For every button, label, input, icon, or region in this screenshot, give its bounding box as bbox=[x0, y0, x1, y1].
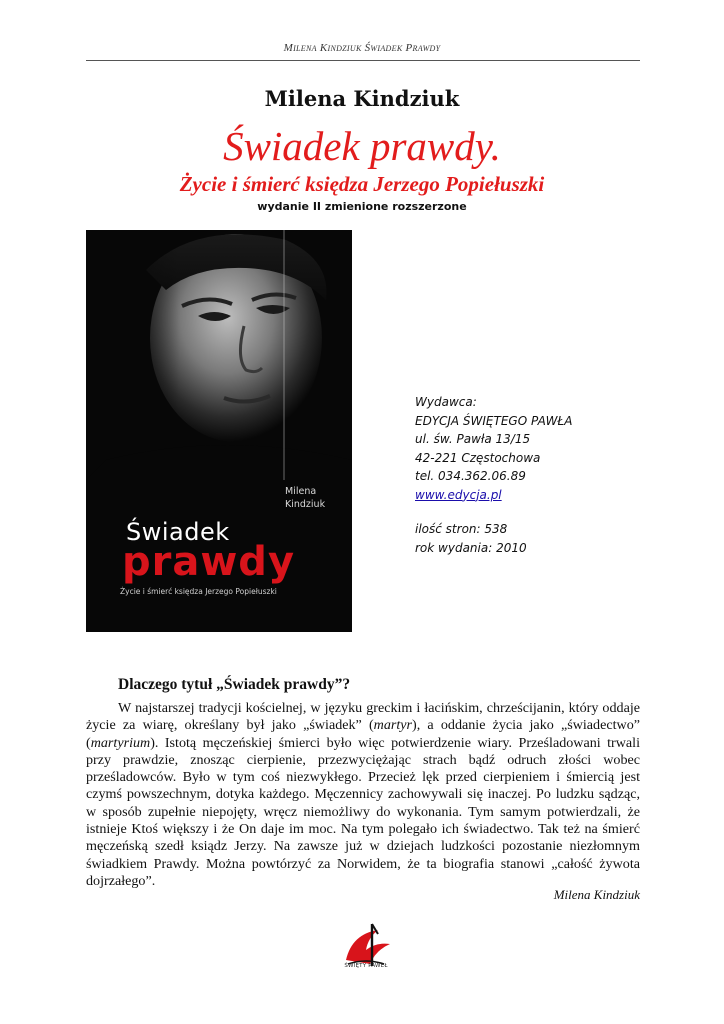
logo-text: ŚWIĘTY PAWEŁ bbox=[344, 963, 388, 969]
book-author: Milena Kindziuk bbox=[264, 86, 460, 111]
section-heading: Dlaczego tytuł „Świadek prawdy”? bbox=[118, 676, 351, 693]
cover-author bbox=[285, 485, 345, 511]
edition-note: wydanie II zmienione rozszerzone bbox=[257, 200, 467, 213]
article-signature: Milena Kindziuk bbox=[553, 887, 640, 902]
publisher-phone: tel. 034.362.06.89 bbox=[415, 469, 526, 483]
article-body bbox=[86, 700, 640, 890]
publisher-website-link[interactable]: www.edycja.pl bbox=[415, 487, 502, 502]
article-paragraph: W najstarszej tradycji kościelnej, w języku greckim i łacińskim, chrześcijanin, który oddaje życie za wiarę, określany był jako „świadek” (martyr), a oddanie życia jako „świadectwo” (martyrium). Istotą męczeńskiej śmierci było więc potwierdzenie wiary. Prześladowani trwali przy prawdzie, znosząc cierpienie, przezwyciężając strach bądź odruch złości wobec prześladowców. Było w tym coś niezwykłego. Przecież lęk przed cierpieniem i śmiercią jest czymś powszechnym, dotyka każdego. Męczennicy zachowywali się inaczej. Po ludzku sądząc, w sposób zupełnie niepojęty, wręcz niemożliwy do wykonania. Tym samym potwierdzali, że istnieje Ktoś większy i że On daje im moc. Na tym polegało ich świadectwo. Tak też na śmierć męczeńską szedł ksiądz Jerzy. Na zawsze już w dziejach ludzkości pozostanie niezłomnym świadkiem Prawdy. Można powtórzyć za Norwidem, że ta biografia stanowi „całość żywota dojrzałego”. bbox=[86, 700, 640, 889]
publisher-info bbox=[415, 393, 655, 557]
book-cover-image bbox=[86, 230, 352, 632]
cover-title-line1: Świadek bbox=[126, 518, 230, 546]
spacer bbox=[415, 504, 655, 520]
page-count: ilość stron: 538 bbox=[415, 522, 508, 536]
publisher-city: 42-221 Częstochowa bbox=[415, 450, 541, 465]
publication-year: rok wydania: 2010 bbox=[415, 540, 527, 555]
book-subtitle: Życie i śmierć księdza Jerzego Popiełuszki bbox=[179, 172, 545, 196]
running-head: Milena Kindziuk Świadek Prawdy bbox=[283, 42, 441, 54]
cover-author-first: Milena bbox=[285, 486, 317, 497]
cover-author-last: Kindziuk bbox=[285, 499, 326, 510]
cover-subtitle: Życie i śmierć księdza Jerzego Popiełuszki bbox=[120, 587, 277, 596]
book-title: Świadek prawdy. bbox=[223, 123, 501, 169]
cover-title-line2: prawdy bbox=[122, 539, 296, 585]
publisher-label: Wydawca: bbox=[415, 395, 477, 409]
publisher-street: ul. św. Pawła 13/15 bbox=[415, 432, 531, 446]
header-rule bbox=[86, 60, 640, 61]
publisher-name: EDYCJA ŚWIĘTEGO PAWŁA bbox=[415, 413, 573, 428]
